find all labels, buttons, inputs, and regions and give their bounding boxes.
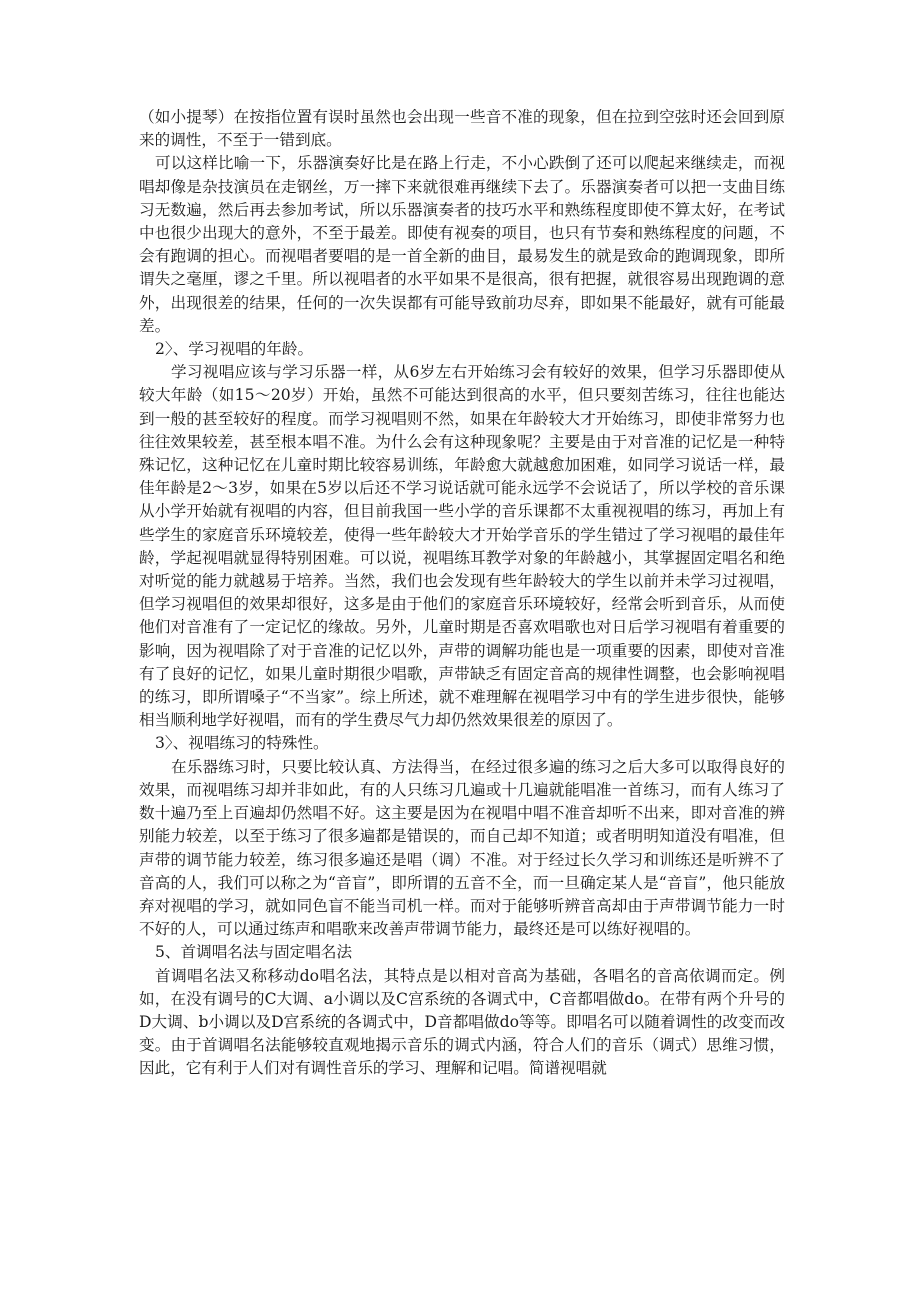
paragraph-age: 学习视唱应该与学习乐器一样，从6岁左右开始练习会有较好的效果，但学习乐器即使从较大年龄（如15～20岁）开始，虽然不可能达到很高的水平，但只要刻苦练习，往往也能达到一般的甚至较好的程度。而学习视唱则不然，如果在年龄较大才开始练习，即使非常努力也往往效果较差，甚至根本唱不准。为什么会有这种现象呢？主要是由于对音准的记忆是一种特殊记忆，这种记忆在儿童时期比较容易训练，年龄愈大就越愈加困难，如同学习说话一样，最佳年龄是2～3岁，如果在5岁以后还不学习说话就可能永远学不会说话了，所以学校的音乐课从小学开始就有视唱的内容，但目前我国一些小学的音乐课都不太重视视唱的练习，再加上有些学生的家庭音乐环境较差，使得一些年龄较大才开始学音乐的学生错过了学习视唱的最佳年龄，学起视唱就显得特别困难。可以说，视唱练耳教学对象的年龄越小，其掌握固定唱名和绝对听觉的能力就越易于培养。当然，我们也会发现有些年龄较大的学生以前并未学习过视唱，但学习视唱但的效果却很好，这多是由于他们的家庭音乐环境较好，经常会听到音乐，从而使他们对音准有了一定记忆的缘故。另外，儿童时期是否喜欢唱歌也对日后学习视唱有着重要的影响，因为视唱除了对于音准的记忆以外，声带的调解功能也是一项重要的因素，即使对音准有了良好的记忆，如果儿童时期很少唱歌，声带缺乏有固定音高的规律性调整，也会影响视唱的练习，即所谓嗓子“不当家”。综上所述，就不难理解在视唱学习中有的学生进步很快，能够相当顺利地学好视唱，而有的学生费尽气力却仍然效果很差的原因了。 — [139, 363, 785, 730]
section-heading-particularity: 3〉、视唱练习的特殊性。 — [155, 734, 329, 753]
document-page — [139, 106, 785, 1081]
paragraph-continuation: （如小提琴）在按指位置有误时虽然也会出现一些音不准的现象，但在拉到空弦时还会回到原来的调性，不至于一错到底。 — [139, 108, 785, 150]
section-heading-solmization: 5、首调唱名法与固定唱名法 — [155, 943, 353, 962]
paragraph-particularity: 在乐器练习时，只要比较认真、方法得当，在经过很多遍的练习之后大多可以取得良好的效果，而视唱练习却并非如此，有的人只练习几遍或十几遍就能唱准一首练习，而有人练习了数十遍乃至上百遍却仍然唱不好。这主要是因为在视唱中唱不准音却听不出来，即对音准的辨别能力较差，以至于练习了很多遍都是错误的，而自己却不知道；或者明明知道没有唱准，但声带的调节能力较差，练习很多遍还是唱（调）不准。对于经过长久学习和训练还是听辨不了音高的人，我们可以称之为“音盲”，即所谓的五音不全，而一旦确定某人是“音盲”，他只能放弃对视唱的学习，就如同色盲不能当司机一样。而对于能够听辨音高却由于声带调节能力一时不好的人，可以通过练声和唱歌来改善声带调节能力，最终还是可以练好视唱的。 — [139, 757, 785, 939]
paragraph-movable-do: 首调唱名法又称移动do唱名法，其特点是以相对音高为基础，各唱名的音高依调而定。例如，在没有调号的C大调、a小调以及C宫系统的各调式中，C音都唱做do。在带有两个升号的D大调、b小调以及D宫系统的各调式中，D音都唱做do等等。即唱名可以随着调性的改变而改变。由于首调唱名法能够较直观地揭示音乐的调式内涵，符合人们的音乐（调式）思维习惯，因此，它有利于人们对有调性音乐的学习、理解和记唱。简谱视唱就 — [139, 966, 785, 1078]
section-heading-age: 2〉、学习视唱的年龄。 — [155, 340, 314, 359]
paragraph-analogy: 可以这样比喻一下，乐器演奏好比是在路上行走，不小心跌倒了还可以爬起来继续走，而视唱却像是杂技演员在走钢丝，万一摔下来就很难再继续下去了。乐器演奏者可以把一支曲目练习无数遍，然后再去参加考试，所以乐器演奏者的技巧水平和熟练程度即使不算太好，在考试中也很少出现大的意外，不至于最差。即使有视奏的项目，也只有节奏和熟练程度的问题，不会有跑调的担心。而视唱者要唱的是一首全新的曲目，最易发生的就是致命的跑调现象，即所谓失之毫厘，谬之千里。所以视唱者的水平如果不是很高，很有把握，就很容易出现跑调的意外，出现很差的结果，任何的一次失误都有可能导致前功尽弃，即如果不能最好，就有可能最差。 — [139, 154, 785, 335]
